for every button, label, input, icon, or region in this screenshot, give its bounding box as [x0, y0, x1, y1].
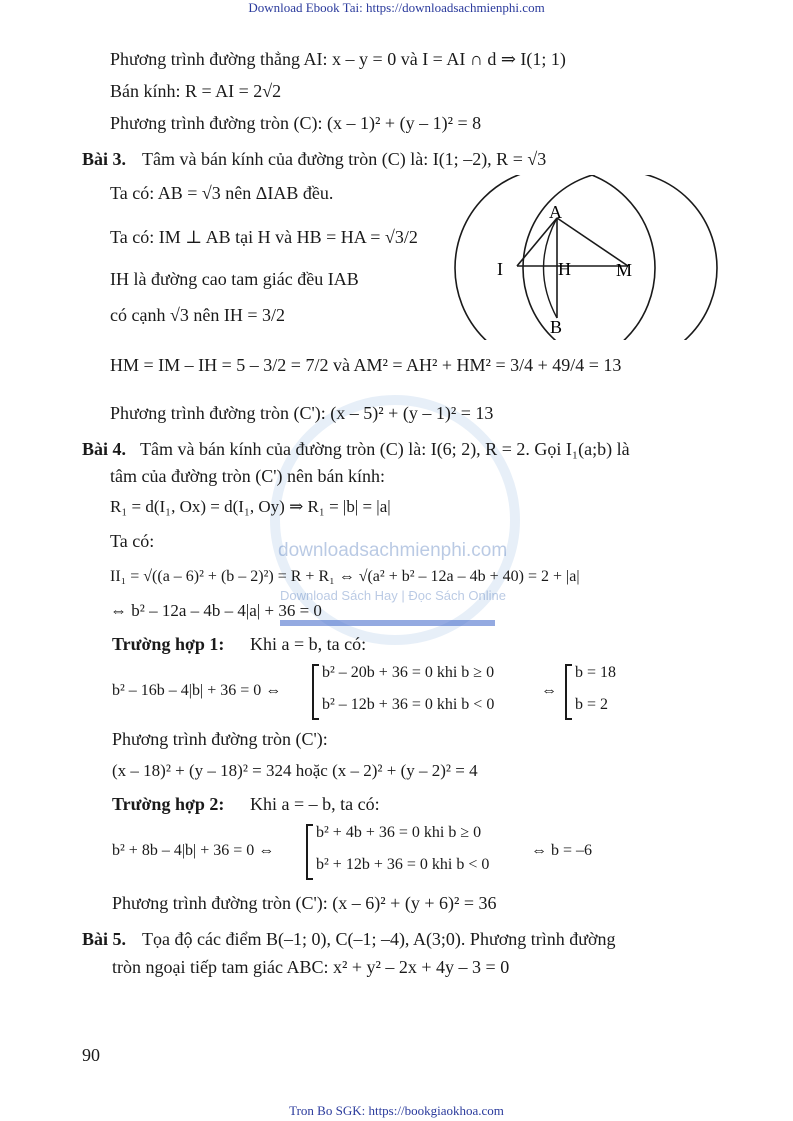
label-i: I [497, 259, 503, 279]
case2-text: Khi a = – b, ta có: [250, 794, 380, 814]
bai3-line3: Ta có: IM ⊥ AB tại H và HB = HA = √3/2 [110, 227, 418, 247]
case1-result2: b = 2 [575, 696, 609, 713]
case2-bracket [306, 824, 313, 880]
bai3-line1: Tâm và bán kính của đường tròn (C) là: I(1; –2), R = √3 [142, 149, 547, 169]
bai4-line6: ⇔ b² – 12a – 4b – 4|a| + 36 = 0 [110, 601, 322, 620]
bai4-line2: tâm của đường tròn (C') nên bán kính: [110, 466, 385, 486]
case1-sub2: b² – 12b + 36 = 0 khi b < 0 [322, 696, 495, 713]
label-h: H [558, 259, 571, 279]
bai3-line5: có cạnh √3 nên IH = 3/2 [110, 305, 285, 325]
page-number: 90 [82, 1045, 100, 1065]
case2-pt: Phương trình đường tròn (C'): (x – 6)² + (y + 6)² = 36 [112, 893, 497, 913]
watermark-tagline: Download Sách Hay | Đọc Sách Online [280, 588, 506, 603]
case2-result: ⇔ b = –6 [531, 842, 593, 859]
case1-pt-eq: (x – 18)² + (y – 18)² = 324 hoặc (x – 2)² + (y – 2)² = 4 [112, 761, 478, 780]
bai5-label: Bài 5. [82, 929, 127, 949]
bai3-line4: IH là đường cao tam giác đều IAB [110, 269, 359, 289]
case2-sub1: b² + 4b + 36 = 0 khi b ≥ 0 [316, 824, 482, 841]
case1-eq-left: b² – 16b – 4|b| + 36 = 0 ⇔ [112, 682, 282, 699]
geometry-figure [450, 175, 725, 340]
case2-sub2: b² + 12b + 36 = 0 khi b < 0 [316, 856, 490, 873]
watermark-site: downloadsachmienphi.com [278, 540, 508, 561]
bai5-line1: Tọa độ các điểm B(–1; 0), C(–1; –4), A(3;0). Phương trình đường [142, 929, 616, 949]
bai3-line2: Ta có: AB = √3 nên ΔIAB đều. [110, 183, 334, 203]
case1-equiv: ⇔ [541, 682, 557, 699]
footer-link[interactable]: Tron Bo SGK: https://bookgiaokhoa.com [289, 1103, 504, 1118]
bai3-line7: Phương trình đường tròn (C'): (x – 5)² + (y – 1)² = 13 [110, 403, 494, 423]
line-circle-eq: Phương trình đường tròn (C): (x – 1)² + (y – 1)² = 8 [110, 113, 482, 133]
bai3-label: Bài 3. [82, 149, 127, 169]
segment-ia [517, 218, 557, 266]
line-radius: Bán kính: R = AI = 2√2 [110, 81, 282, 101]
case1-sub1: b² – 20b + 36 = 0 khi b ≥ 0 [322, 664, 495, 681]
case1-result1: b = 18 [575, 664, 617, 681]
circle-c-prime [523, 175, 717, 340]
bai5-line2: tròn ngoại tiếp tam giác ABC: x² + y² – 2x + 4y – 3 = 0 [112, 957, 510, 977]
label-b: B [550, 317, 563, 337]
case1-pt-label: Phương trình đường tròn (C'): [112, 729, 328, 749]
line-ai: Phương trình đường thẳng AI: x – y = 0 và I = AI ∩ d ⇒ I(1; 1) [110, 49, 566, 69]
label-a: A [549, 202, 562, 222]
bai4-line4: Ta có: [110, 531, 155, 551]
case1-result-bracket [565, 664, 572, 720]
bai4-line5: II₁ = √((a – 6)² + (b – 2)²) = R + R₁ ⇔ √(a² + b² – 12a – 4b + 40) = 2 + |a| [110, 568, 580, 585]
bai4-label: Bài 4. [82, 439, 127, 459]
case1-label: Trường hợp 1: [112, 634, 225, 654]
case2-eq-left: b² + 8b – 4|b| + 36 = 0 ⇔ [112, 842, 275, 859]
label-m: M [616, 260, 633, 280]
bai4-line1: Tâm và bán kính của đường tròn (C) là: I(6; 2), R = 2. Gọi I₁(a;b) là [140, 439, 630, 459]
case2-label: Trường hợp 2: [112, 794, 225, 814]
case1-text: Khi a = b, ta có: [250, 634, 367, 654]
bai3-line6: HM = IM – IH = 5 – 3/2 = 7/2 và AM² = AH² + HM² = 3/4 + 49/4 = 13 [110, 355, 622, 375]
case1-bracket [312, 664, 319, 720]
bai4-line3: R₁ = d(I₁, Ox) = d(I₁, Oy) ⇒ R₁ = |b| = |a| [110, 497, 391, 516]
header-link[interactable]: Download Ebook Tai: https://downloadsachmienphi.com [248, 0, 545, 15]
